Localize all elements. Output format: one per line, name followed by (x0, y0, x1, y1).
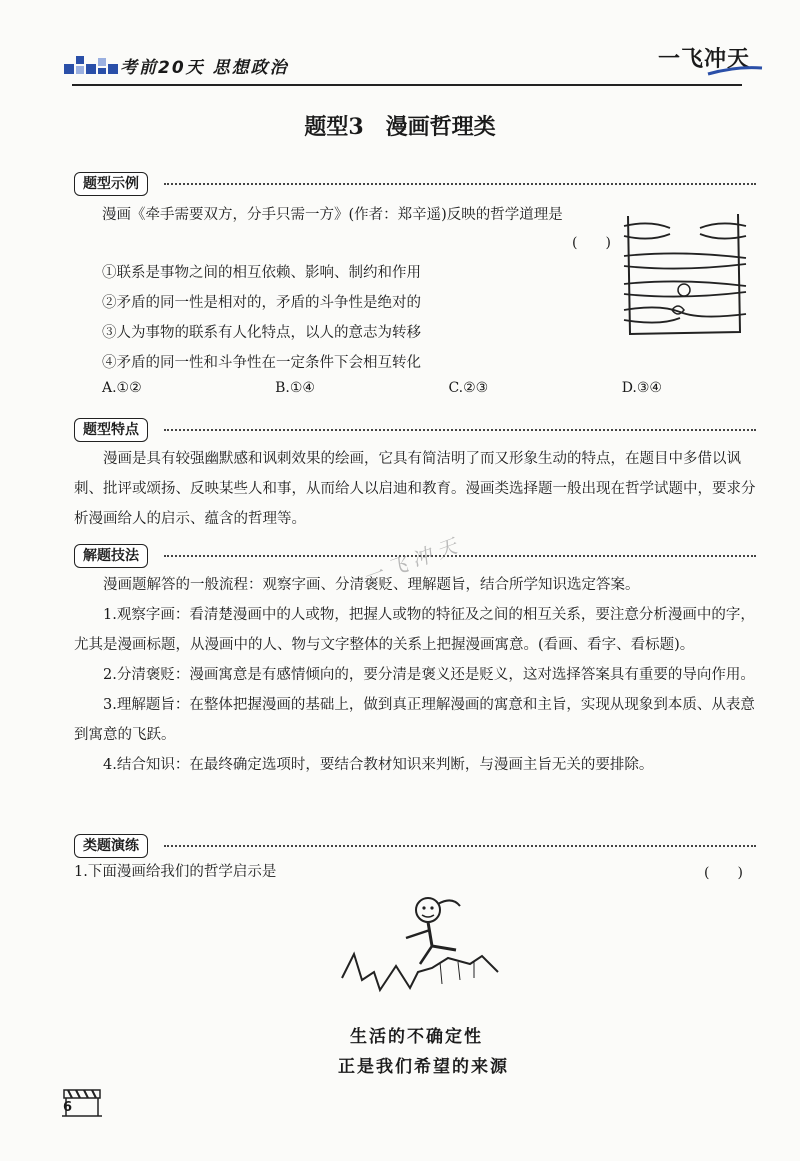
header-rule (72, 84, 742, 86)
technique-step: 1.观察字画：看清楚漫画中的人或物，把握人或物的特征及之间的相互关系，要注意分析漫画中的字，尤其是漫画标题，从漫画中的人、物与文字整体的关系上把握漫画寓意。(看画、看字、看标题)。 (74, 607, 755, 653)
brand-logo-text: 一飞冲天 (658, 47, 751, 72)
option-item: ②矛盾的同一性是相对的，矛盾的斗争性是绝对的 (102, 295, 421, 311)
example-question: 漫画《牵手需要双方，分手只需一方》(作者：郑辛遥)反映的哲学道理是 (102, 207, 563, 223)
section-label: 题型示例 (74, 172, 148, 196)
choice-b: B.①④ (275, 380, 315, 396)
cartoon-caption-line2: 正是我们希望的来源 (338, 1057, 509, 1077)
techniques-intro: 漫画题解答的一般流程：观察字画、分清褒贬、理解题旨，结合所学知识选定答案。 (103, 577, 640, 593)
technique-step: 2.分清褒贬：漫画寓意是有感情倾向的，要分清是褒义还是贬义，这对选择答案具有重要的导向作用。 (103, 667, 755, 683)
techniques-body (74, 570, 756, 780)
option-item: ④矛盾的同一性和斗争性在一定条件下会相互转化 (102, 355, 421, 371)
section-label: 类题演练 (74, 834, 148, 858)
choice-c: C.②③ (448, 380, 489, 396)
brand-swoosh-icon (706, 64, 766, 78)
section-header-practice (74, 834, 756, 856)
page-title: 题型3 漫画哲理类 (304, 114, 496, 140)
dotted-rule (164, 183, 756, 185)
jumping-person-cartoon-image (340, 888, 510, 1008)
dotted-rule (164, 429, 756, 431)
choice-a: A.①② (102, 380, 142, 396)
section-header-features (74, 418, 756, 440)
answer-choices (102, 380, 662, 396)
section-label: 解题技法 (74, 544, 148, 568)
answer-bracket: ( ) (572, 235, 611, 251)
series-title: 考前20天 思想政治 (120, 58, 289, 78)
page-number: 6 (63, 1100, 73, 1115)
practice-question: 1.下面漫画给我们的哲学启示是 (74, 864, 277, 880)
option-list (102, 258, 602, 378)
section-header-example (74, 172, 756, 194)
features-paragraph: 漫画是具有较强幽默感和讽刺效果的绘画，它具有简洁明了而又形象生动的特点，在题目中多借以讽刺、批评或颂扬、反映某些人和事，从而给人以启迪和教育。漫画类选择题一般出现在哲学试题中，要求分析漫画给人的启示、蕴含的哲理等。 (74, 451, 756, 527)
dotted-rule (164, 845, 756, 847)
choice-d: D.③④ (621, 380, 662, 396)
watermark: 一飞冲天 (359, 531, 466, 590)
option-item: ①联系是事物之间的相互依赖、影响、制约和作用 (102, 265, 421, 281)
answer-bracket: ( ) (704, 865, 743, 881)
cartoon-caption-line1: 生活的不确定性 (350, 1027, 483, 1047)
option-item: ③人为事物的联系有人化特点，以人的意志为转移 (102, 325, 421, 341)
technique-step: 4.结合知识：在最终确定选项时，要结合教材知识来判断，与漫画主旨无关的要排除。 (103, 757, 654, 773)
section-label: 题型特点 (74, 418, 148, 442)
hands-cartoon-image (620, 206, 750, 344)
technique-step: 3.理解题旨：在整体把握漫画的基础上，做到真正理解漫画的寓意和主旨，实现从现象到本质、从表意到寓意的飞跃。 (74, 697, 755, 743)
